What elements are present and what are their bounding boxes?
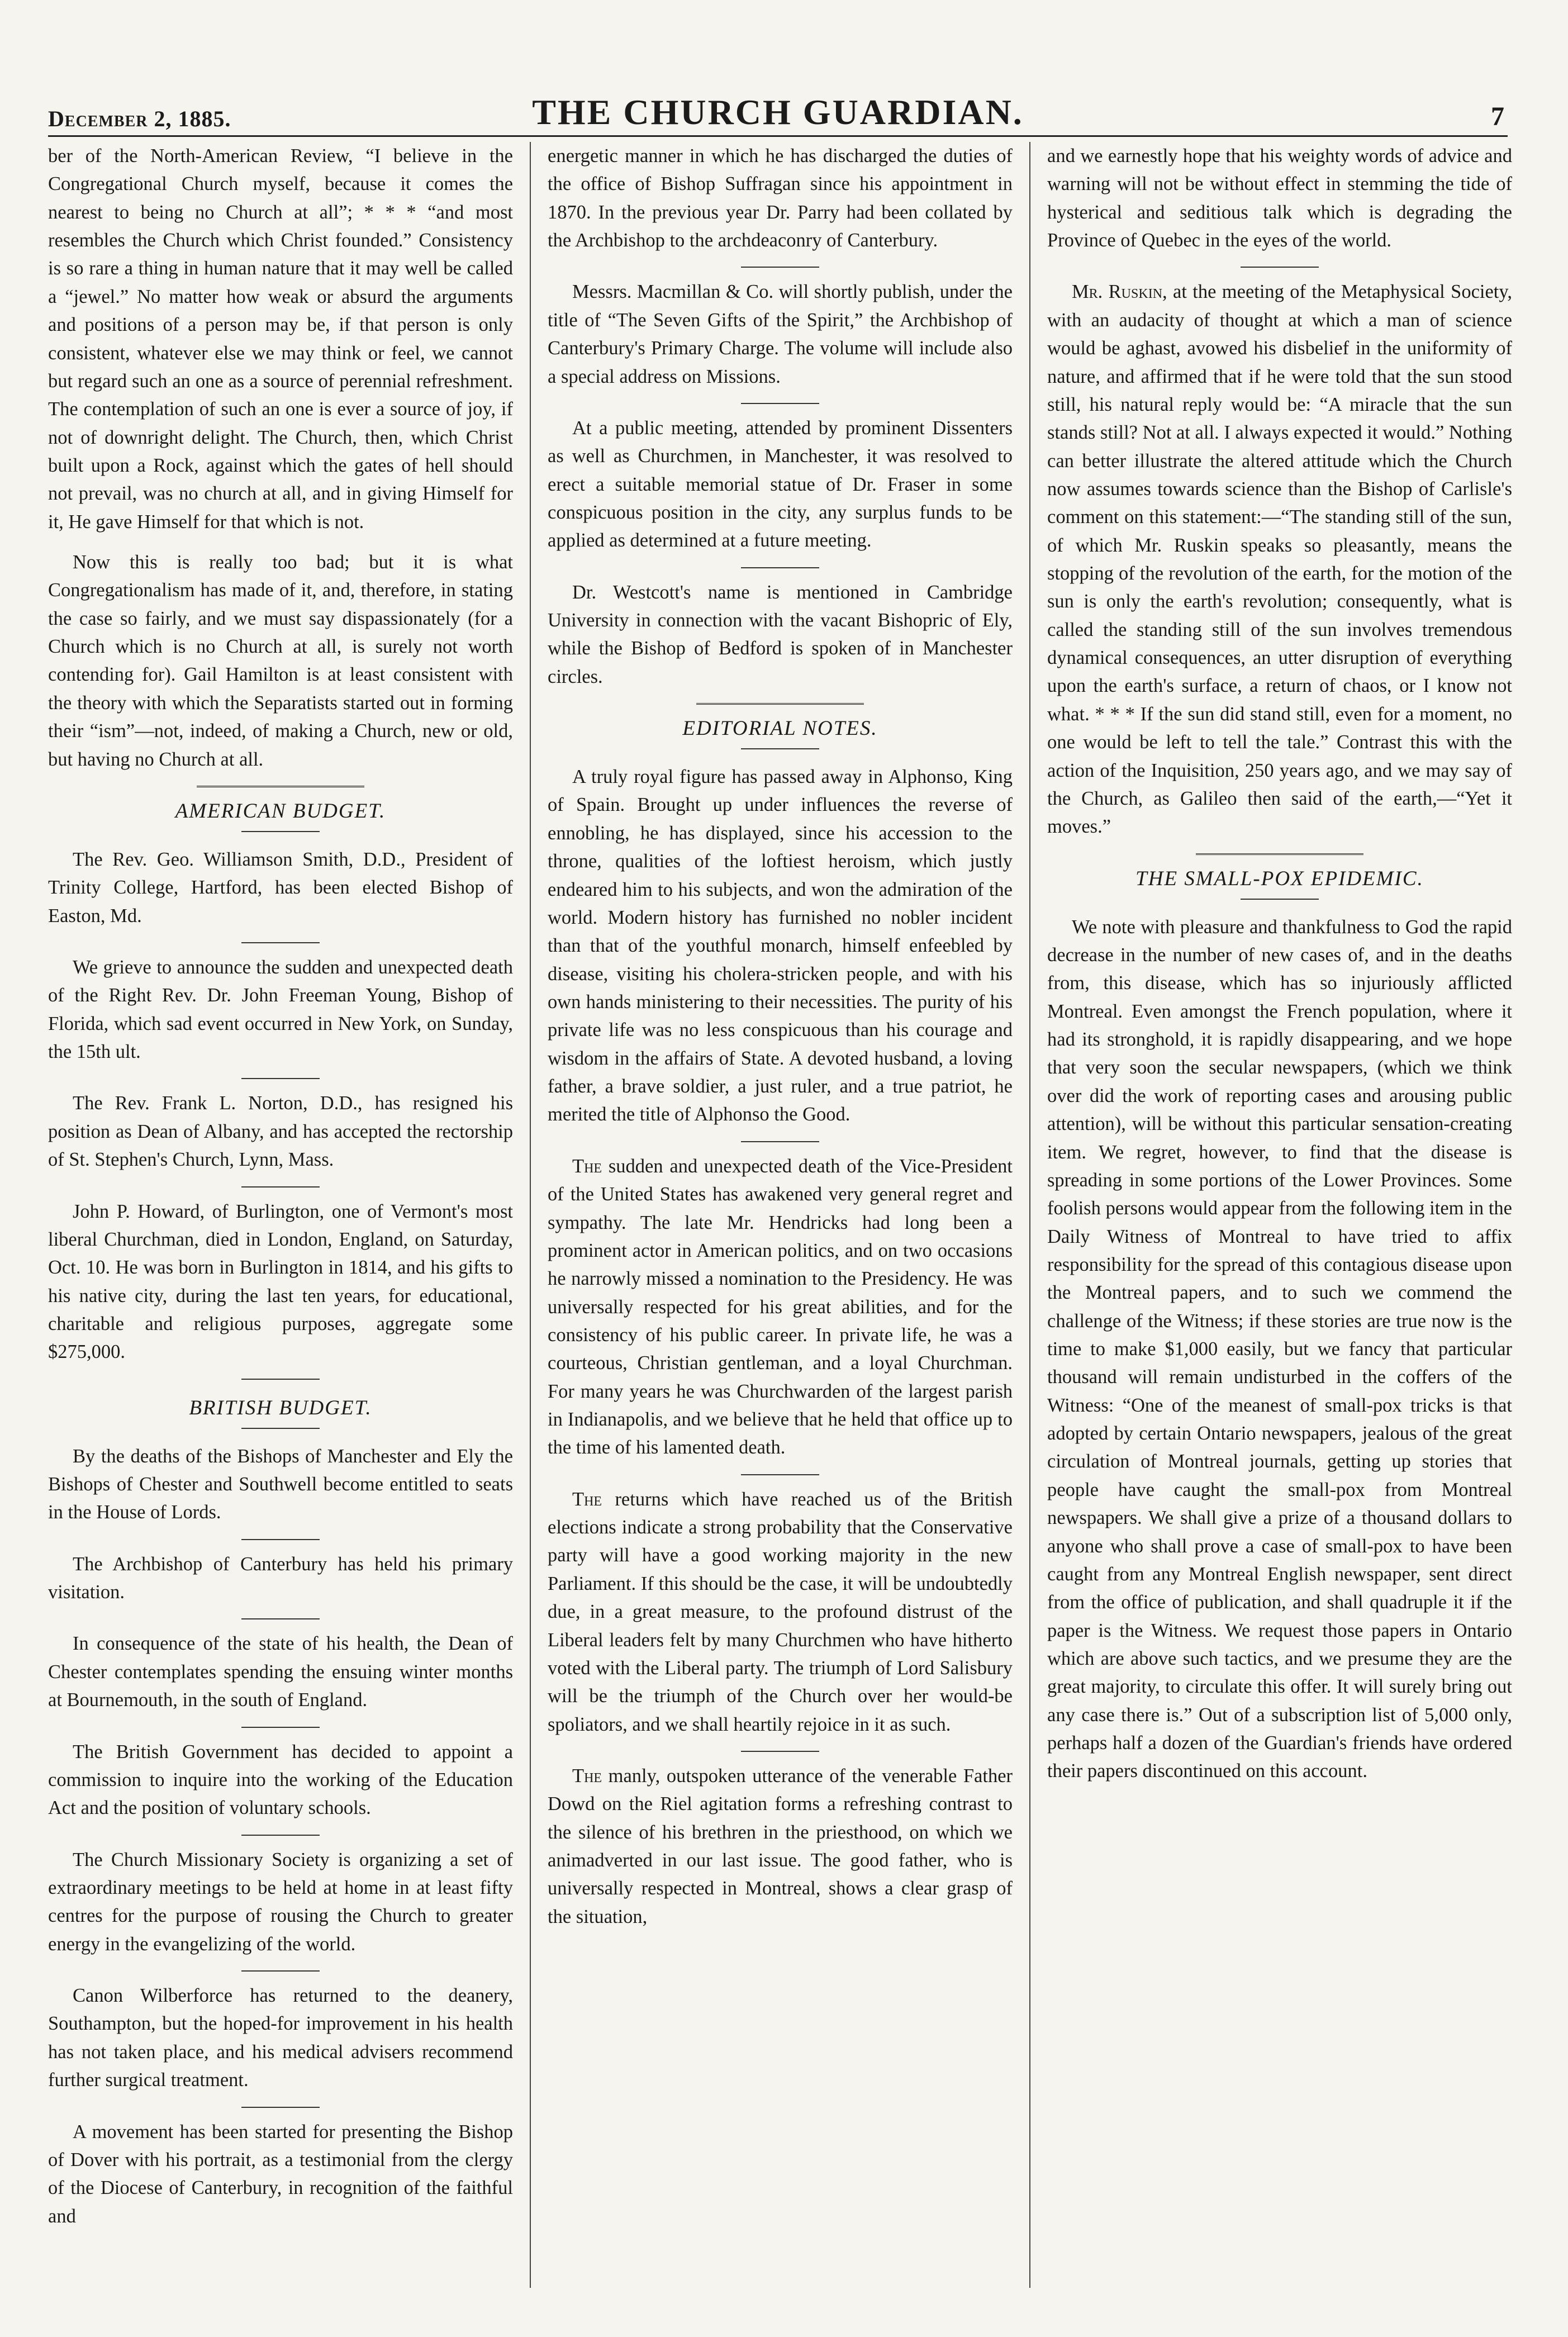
editorial-note [548,1762,1013,1931]
note-text: manly, outspoken utterance of the venerable Father Dowd on the Riel agitation forms a refreshing contrast to the silence of his brethren in the priesthood, on which we animadverted in our last issue. The good father, who is universally respected in Montreal, shows a clear grasp of the situation, [548,1765,1013,1927]
news-item: The Church Missionary Society is organizing a set of extraordinary meetings to be held at home in at least fifty centres for the purpose of rousing the Church to greater energy in the evangelizing of the world. [48,1849,513,1955]
news-item: In consequence of the state of his health, the Dean of Chester contemplates spending the ensuing winter months at Bournemouth, in the south of England. [48,1633,513,1711]
item-separator [741,1474,819,1475]
issue-date: December 2, 1885. [48,106,231,131]
item-separator [241,1186,320,1188]
lead-word: The [572,1488,602,1510]
item-separator [241,1835,320,1836]
news-item: energetic manner in which he has discharged the duties of the office of Bishop Suffragan since his appointment in 1870. In the previous year Dr. Parry had been collated by the Archbishop to the archdeaconry of Canterbury. [548,145,1013,251]
editorial-note: and we earnestly hope that his weighty words of advice and warning will not be without effect in stemming the tide of hysterical and seditious talk which is degrading the Province of Quebec in the eyes of the world. [1047,145,1512,251]
column-rule-1 [530,142,531,2288]
note-text: at the meeting of the Metaphysical Society, with an audacity of thought at which a man of science would be aghast, avowed his disbelief in the uniformity of nature, and affirmed that if he were told that the sun stood still, his natural reply would be: “A miracle that the sun stands still? Not at all. I always expected it would.” Nothing can better illustrate the altered attitude which the Church now assumes towards science than the Bishop of Carlisle's comment on this statement:—“The standing still of the sun, of which Mr. Ruskin speaks so pleasantly, means the stopping of the revolution of the earth, for the motion of the sun is only the earth's revolution; consequently, what is called the standing still of the sun involves tremendous dynamical consequences, an utter disruption of everything upon the earth's surface, a return of chaos, or I know not what. * * * If the sun did stand still, even for a moment, no one would be left to tell the tale.” Contrast this with the action of the Inquisition, 250 years ago, and we may say of the Church, as Galileo then said of the earth,—“Yet it moves.” [1047,281,1513,838]
news-item: The Archbishop of Canterbury has held his primary visitation. [48,1553,513,1603]
news-item: A movement has been started for presenting the Bishop of Dover with his portrait, as a testimonial from the clergy of the Diocese of Canterbury, in recognition of the faithful and [48,2121,513,2227]
lead-word: The [572,1155,602,1177]
news-item: The British Government has decided to appoint a commission to inquire into the working of the Education Act and the position of voluntary schools. [48,1741,513,1819]
item-separator [241,2107,320,2108]
item-separator [741,267,819,268]
article-paragraph: Now this is really too bad; but it is what Congregationalism has made of it, and, therefore, in stating the case so fairly, and we must say dispassionately (for a Church which is no Church at all, is surely not worth contending for). Gail Hamilton is at least consistent with the theory with which the Separatists started out in forming their “ism”—not, indeed, of making a Church, new or old, but having no Church at all. [48,552,513,770]
section-divider [197,786,364,791]
heading-rule [241,1428,320,1429]
item-separator [241,1727,320,1728]
editorial-note: A truly royal figure has passed away in Alphonso, King of Spain. Brought up under influences the reverse of ennobling, he has displayed, since his accession to the throne, qualities of the loftiest heroism, which justly endeared him to his subjects, and won the admiration of the world. Modern history has furnished no nobler incident than that of the youthful monarch, himself enfeebled by disease, visiting his cholera-stricken people, and with his own hands ministering to their necessities. The purity of his private life was no less conspicuous than his courage and wisdom in the affairs of State. A devoted husband, a loving father, a brave soldier, a just ruler, and a true patriot, he merited the title of Alphonso the Good. [548,766,1013,1125]
editorial-note [1047,278,1512,840]
news-item: At a public meeting, attended by prominent Dissenters as well as Churchmen, in Manchester, it was resolved to erect a suitable memorial statue of Dr. Fraser in some conspicuous position in the city, any surplus funds to be applied as determined at a future meeting. [548,417,1013,552]
masthead [48,89,1508,137]
editorial-note [548,1152,1013,1462]
item-separator [741,1141,819,1142]
column-3 [1047,142,1512,1798]
item-separator [241,1970,320,1972]
section-heading-british-budget: BRITISH BUDGET. [189,1396,372,1419]
heading-rule [1241,899,1319,900]
newspaper-title: THE CHURCH GUARDIAN. [532,92,1024,132]
section-divider [1196,853,1363,858]
article-paragraph: ber of the North-American Review, “I believe in the Congregational Church myself, because it comes the nearest to being no Church at all”; * * * “and most resembles the Church which Christ founded.” Consistency is so rare a thing in human nature that it may well be called a “jewel.” No matter how weak or absurd the arguments and positions of a person may be, if that person is only consistent, whatever else we may think or feel, we cannot but regard such an one as a source of perennial refreshment. The contemplation of such an one is ever a source of joy, if not of downright delight. The Church, then, which Christ built upon a Rock, against which the gates of hell should not prevail, was no church at all, and in giving Himself for it, He gave Himself for that which is not. [48,145,513,533]
lead-word: Mr. Ruskin, [1072,281,1167,303]
item-separator [241,1078,320,1079]
item-separator [241,942,320,943]
heading-rule [241,1379,320,1380]
editorial-note [548,1485,1013,1738]
column-1 [48,142,513,2243]
news-item: John P. Howard, of Burlington, one of Vermont's most liberal Churchman, died in London, England, on Saturday, Oct. 10. He was born in Burlington in 1814, and his gifts to his native city, during the last ten years, for educational, charitable and religious purposes, aggregate some $275,000. [48,1200,513,1363]
news-item: Canon Wilberforce has returned to the deanery, Southampton, but the hoped-for improvement in his health has not taken place, and his medical advisers recommend further surgical treatment. [48,1985,513,2091]
section-heading-editorial-notes: EDITORIAL NOTES. [682,717,878,740]
column-2 [548,142,1013,1943]
note-text: sudden and unexpected death of the Vice-President of the United States has awakened very general regret and sympathy. The late Mr. Hendricks had long been a prominent actor in American politics, and on two occasions he narrowly missed a nomination to the Presidency. He was universally respected for his great abilities, and for the consistency of his public career. In private life, he was a courteous, Christian gentleman, and a loyal Churchman. For many years he was Churchwarden of the largest parish in Indianapolis, and we believe that he held that office up to the time of his lamented death. [548,1155,1013,1459]
news-item: Dr. Westcott's name is mentioned in Cambridge University in connection with the vacant Bishopric of Ely, while the Bishop of Bedford is spoken of in Manchester circles. [548,581,1013,687]
heading-rule [741,748,819,749]
news-item: The Rev. Frank L. Norton, D.D., has resigned his position as Dean of Albany, and has accepted the rectorship of St. Stephen's Church, Lynn, Mass. [48,1092,513,1171]
section-heading-small-pox-epidemic: THE SMALL-POX EPIDEMIC. [1135,867,1424,890]
news-item: We grieve to announce the sudden and unexpected death of the Right Rev. Dr. John Freeman Young, Bishop of Florida, which sad event occurred in New York, on Sunday, the 15th ult. [48,957,513,1063]
item-separator [241,1539,320,1540]
item-separator [1241,267,1319,268]
column-rule-2 [1029,142,1030,2288]
section-divider [696,703,864,708]
news-item: Messrs. Macmillan & Co. will shortly publish, under the title of “The Seven Gifts of the Spirit,” the Archbishop of Canterbury's Primary Charge. The volume will include also a special address on Missions. [548,281,1013,387]
item-separator [741,1751,819,1752]
news-item: The Rev. Geo. Williamson Smith, D.D., President of Trinity College, Hartford, has been elected Bishop of Easton, Md. [48,848,513,927]
note-text: returns which have reached us of the British elections indicate a strong probability that the Conservative party will have a good working majority in the new Parliament. If this should be the case, it will be undoubtedly due, in a great measure, to the profound distrust of the Liberal leaders felt by many Churchmen who have hitherto voted with the Liberal party. The triumph of Lord Salisbury will be the triumph of the Church over her would-be spoliators, and we shall heartily rejoice in it as such. [548,1488,1013,1735]
item-separator [241,1618,320,1619]
item-separator [741,403,819,404]
item-separator [741,567,819,568]
news-item: By the deaths of the Bishops of Manchester and Ely the Bishops of Chester and Southwell become entitled to seats in the House of Lords. [48,1445,513,1523]
section-heading-american-budget: AMERICAN BUDGET. [175,799,386,823]
page-number: 7 [1491,102,1504,131]
lead-word: The [572,1765,602,1787]
article-paragraph: We note with pleasure and thankfulness to God the rapid decrease in the number of new cases of, and in the deaths from, this disease, which has so injuriously afflicted Montreal. Even amongst the French population, where it had its stronghold, it is rapidly disappearing, and we hope that very soon the secular newspapers, (which we think over did the work of reporting cases and arousing public attention), will be without this particular sensation-creating item. We regret, however, to find that the disease is spreading in some portions of the Lower Provinces. Some foolish persons would appear from the following item in the Daily Witness of Montreal to have tried to affix responsibility for the spread of this contagious disease upon the Montreal papers, and to such we commend the challenge of the Witness; if these stories are true now is the time to make $1,000 easily, but we fancy that particular thousand will remain undisturbed in the coffers of the Witness: “One of the meanest of small-pox tricks is that adopted by certain Ontario newspapers, jealous of the great circulation of Montreal journals, getting up stories that people have caught the small-pox from Montreal newspapers. We shall give a prize of a thousand dollars to anyone who shall prove a case of small-pox to have been caught from any Montreal English newspaper, sent direct from the office of publication, and shall quadruple it if the paper is the Witness. We request those papers in Ontario which are above such tactics, and we presume they are the great majority, to circulate this offer. It will surely bring out any case there is.” Out of a subscription list of 5,000 only, perhaps half a dozen of the Guardian's friends have ordered their papers discontinued on this account. [1047,916,1512,1782]
heading-rule [241,831,320,832]
